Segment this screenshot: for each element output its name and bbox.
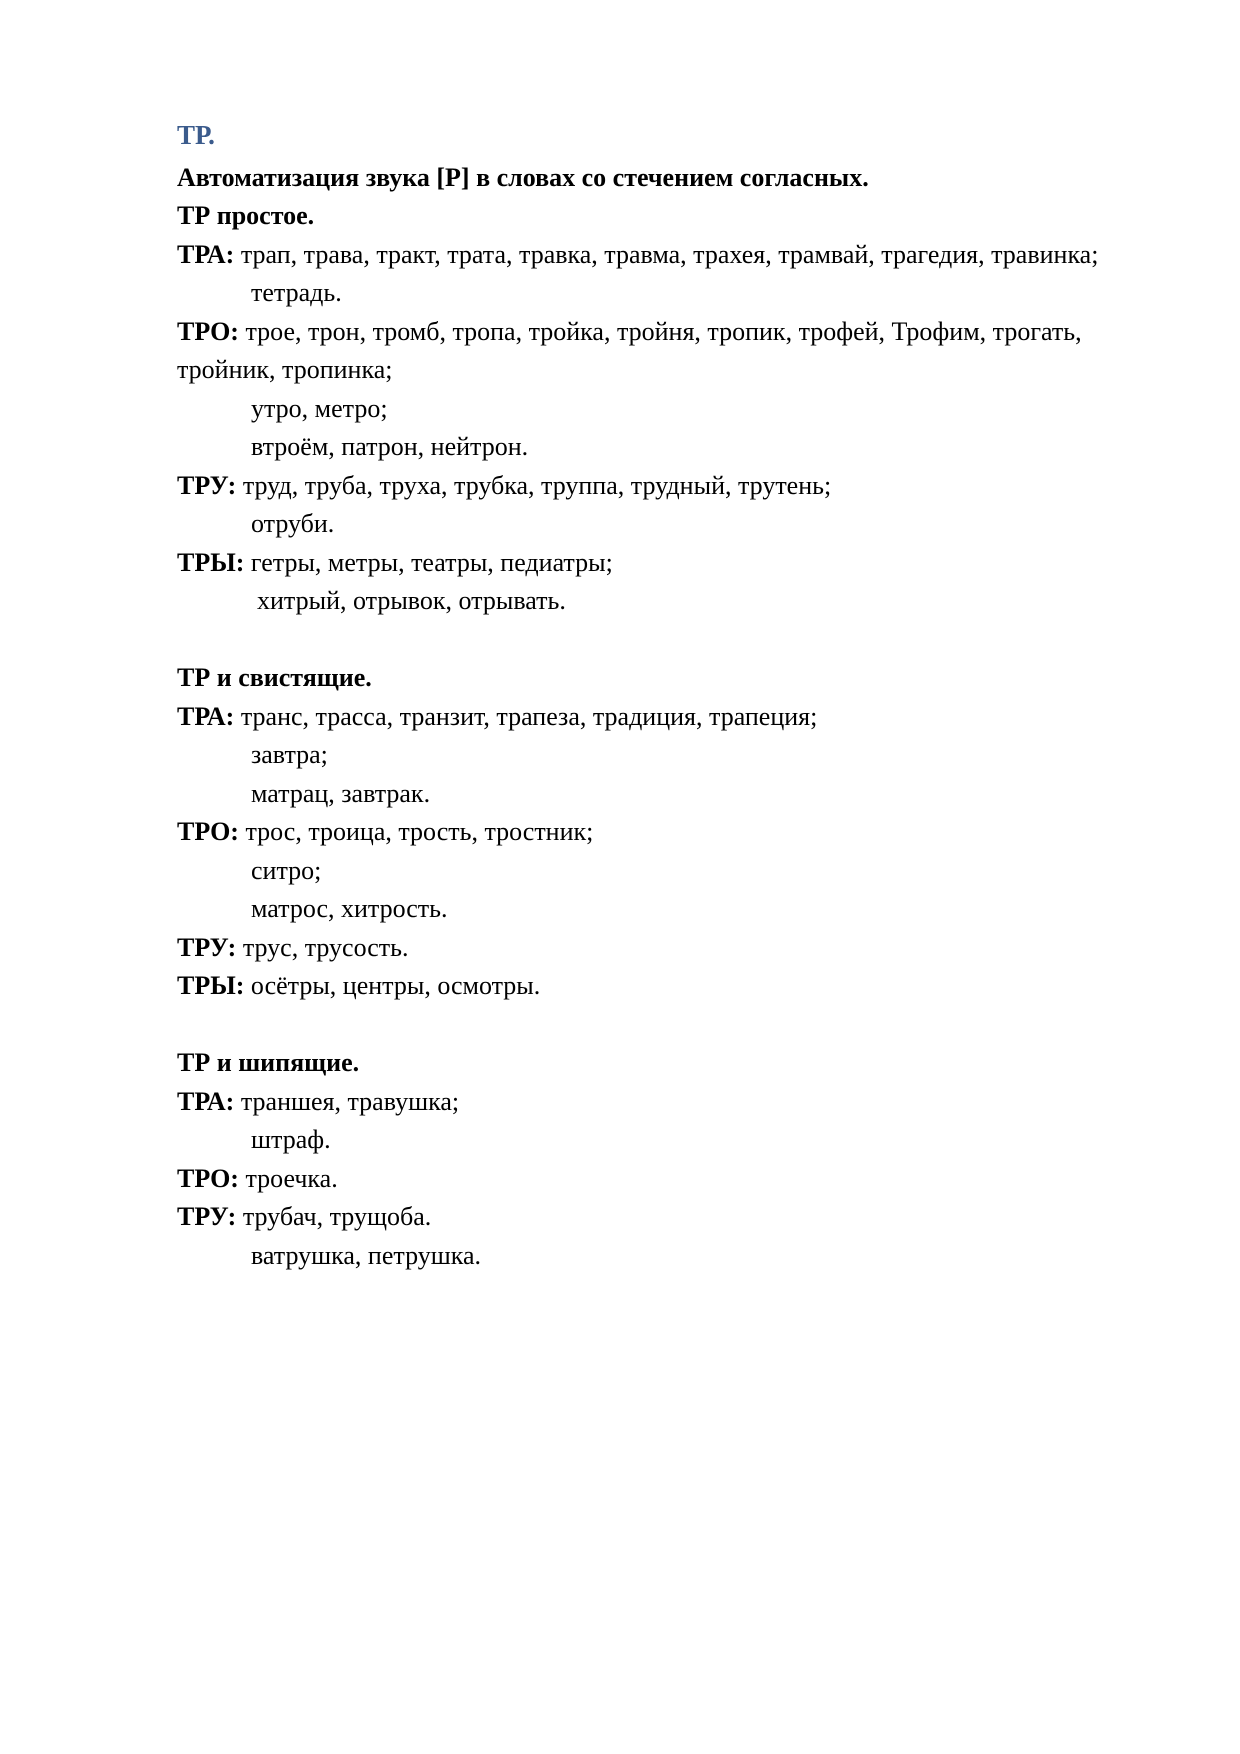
word-group-tro xyxy=(177,313,1107,390)
syllable-label: ТРУ: xyxy=(177,1202,237,1231)
word-list: осётры, центры, осмотры. xyxy=(244,971,541,1000)
document-subtitle: Автоматизация звука [Р] в словах со стечением согласных. xyxy=(177,162,869,192)
word-group-try xyxy=(177,967,1107,1006)
word-group-tru xyxy=(177,1198,1107,1237)
word-list: труд, труба, труха, трубка, труппа, трудный, трутень; xyxy=(236,470,832,500)
syllable-label: ТРУ: xyxy=(177,932,237,962)
word-group-tru xyxy=(177,929,1107,968)
section-heading: ТР и шипящие. xyxy=(177,1048,360,1077)
word-list-extra: ватрушка, петрушка. xyxy=(251,1240,482,1270)
document-content xyxy=(177,116,1107,1275)
syllable-label: ТРА: xyxy=(177,701,235,731)
syllable-label: ТРЫ: xyxy=(177,547,245,577)
word-list: троечка. xyxy=(238,1163,338,1193)
word-list: трубач, трущоба. xyxy=(236,1202,432,1231)
syllable-label: ТРО: xyxy=(177,316,239,346)
spacer xyxy=(177,1006,1107,1045)
syllable-label: ТРО: xyxy=(177,1163,239,1193)
word-list-extra: завтра; xyxy=(251,740,328,769)
word-group-tro xyxy=(177,1160,1107,1199)
syllable-label: ТРУ: xyxy=(177,470,237,500)
word-group-tra xyxy=(177,1083,1107,1122)
section-tr-simple xyxy=(177,197,1107,621)
section-heading: ТР простое. xyxy=(177,201,315,230)
word-list: гетры, метры, театры, педиатры; xyxy=(244,547,613,577)
word-list: трап, трава, тракт, трата, травка, травма, трахея, трамвай, трагедия, травинка; xyxy=(234,239,1099,269)
syllable-label: ТРО: xyxy=(177,817,239,846)
word-list-extra: матрос, хитрость. xyxy=(251,894,448,923)
word-list: трус, трусость. xyxy=(236,932,409,962)
syllable-label: ТРА: xyxy=(177,1086,235,1116)
word-group-tra xyxy=(177,698,1107,737)
word-list: транс, трасса, транзит, трапеза, традиция, трапеция; xyxy=(234,701,818,731)
word-list-extra: утро, метро; xyxy=(251,393,388,423)
word-list: трое, трон, тромб, тропа, тройка, тройня, тропик, трофей, Трофим, трогать, тройник, тропинка; xyxy=(177,316,1082,384)
word-list-extra: штраф. xyxy=(251,1125,331,1154)
word-list-extra: матрац, завтрак. xyxy=(251,778,431,808)
word-group-tru xyxy=(177,467,1107,506)
section-heading: ТР и свистящие. xyxy=(177,663,372,692)
word-list-extra: тетрадь. xyxy=(251,278,342,307)
syllable-label: ТРЫ: xyxy=(177,971,245,1000)
word-list-extra: отруби. xyxy=(251,509,335,538)
word-list-extra: втроём, патрон, нейтрон. xyxy=(251,432,529,461)
word-group-tra xyxy=(177,236,1107,275)
word-group-try xyxy=(177,544,1107,583)
word-list: трос, троица, трость, тростник; xyxy=(238,817,594,846)
document-title: ТР. xyxy=(177,120,215,150)
spacer xyxy=(177,621,1107,660)
word-group-tro xyxy=(177,813,1107,852)
word-list: траншея, травушка; xyxy=(234,1086,460,1116)
word-list-extra: ситро; xyxy=(251,855,322,885)
section-tr-hissing xyxy=(177,1044,1107,1275)
syllable-label: ТРА: xyxy=(177,239,235,269)
word-list-extra: хитрый, отрывок, отрывать. xyxy=(257,586,566,615)
section-tr-whistling xyxy=(177,659,1107,1006)
